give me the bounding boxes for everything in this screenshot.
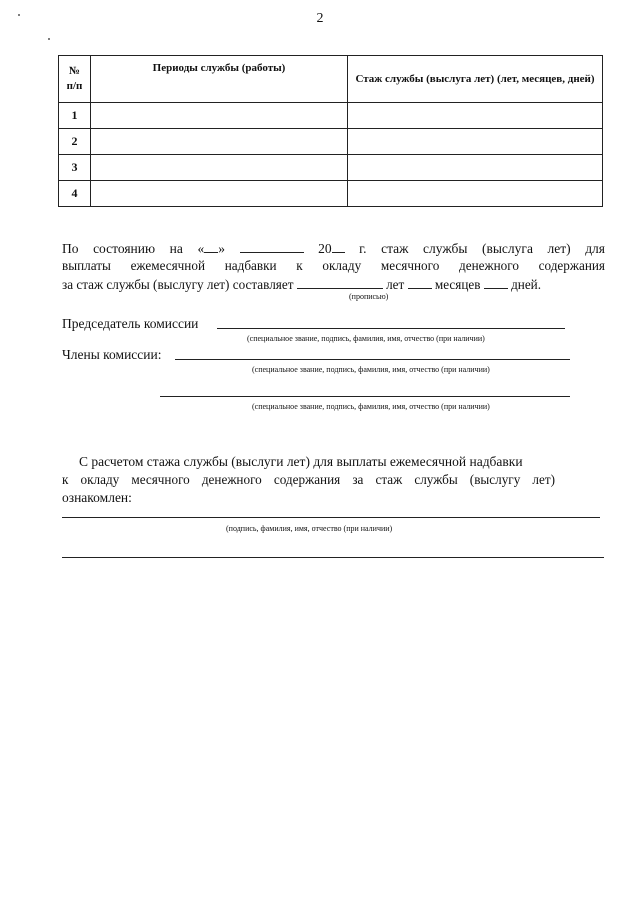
table-row xyxy=(59,155,603,181)
period-cell[interactable] xyxy=(91,103,348,129)
year-blank[interactable] xyxy=(332,240,345,253)
period-cell[interactable] xyxy=(91,155,348,181)
ack-second-line[interactable] xyxy=(62,557,604,558)
header-tenure: Стаж службы (выслуга лет) (лет, месяцев, дней) xyxy=(348,56,603,103)
in-words-hint: (прописью) xyxy=(349,292,389,301)
member-2-signature-hint: (специальное звание, подпись, фамилия, имя, отчество (при наличии) xyxy=(252,402,490,411)
word-g: г. xyxy=(359,241,367,256)
ack-signature-line[interactable] xyxy=(62,517,600,518)
word-na: на xyxy=(169,241,183,256)
word-dlya: для xyxy=(585,241,606,256)
ack-line-1: С расчетом стажа службы (выслуги лет) для выплаты ежемесячной надбавки xyxy=(79,454,523,469)
row-number: 1 xyxy=(59,103,91,129)
statement-line-3: за стаж службы (выслугу лет) составляет лет месяцев дней. xyxy=(62,277,542,292)
ack-line-2: к окладу месячного денежного содержания за стаж службы (выслугу лет) xyxy=(62,472,555,487)
scan-speck xyxy=(18,14,20,16)
word-sostoyaniyu: состоянию xyxy=(93,241,156,256)
ack-signature-hint: (подпись, фамилия, имя, отчество (при наличии) xyxy=(226,524,393,533)
member-1-signature-line[interactable] xyxy=(175,359,570,360)
scan-speck xyxy=(48,38,50,40)
word-sluzhby: службы xyxy=(423,241,468,256)
statement-line-1 xyxy=(62,240,605,257)
word-po: По xyxy=(62,241,79,256)
total-years-blank[interactable] xyxy=(297,276,383,289)
ack-line-3: ознакомлен: xyxy=(62,490,132,505)
tenure-cell[interactable] xyxy=(348,103,603,129)
period-cell[interactable] xyxy=(91,129,348,155)
page-number: 2 xyxy=(316,11,324,26)
word-vysluga: (выслуга xyxy=(481,241,533,256)
tenure-cell[interactable] xyxy=(348,155,603,181)
member-2-signature-line[interactable] xyxy=(160,396,570,397)
table-header-row xyxy=(59,56,603,103)
service-periods-table xyxy=(58,55,603,207)
table-row xyxy=(59,181,603,207)
header-periods: Периоды службы (работы) xyxy=(91,56,348,103)
row-number: 3 xyxy=(59,155,91,181)
day-blank[interactable] xyxy=(204,240,218,253)
chair-signature-hint: (специальное звание, подпись, фамилия, имя, отчество (при наличии) xyxy=(247,334,485,343)
member-1-signature-hint: (специальное звание, подпись, фамилия, имя, отчество (при наличии) xyxy=(252,365,490,374)
word-stazh: стаж xyxy=(381,241,409,256)
year-field: 20 xyxy=(318,241,345,256)
month-blank[interactable] xyxy=(240,240,304,253)
row-number: 2 xyxy=(59,129,91,155)
day-field: « » xyxy=(197,241,225,256)
members-label: Члены комиссии: xyxy=(62,347,162,362)
chair-label: Председатель комиссии xyxy=(62,316,199,331)
tenure-cell[interactable] xyxy=(348,181,603,207)
table-row xyxy=(59,129,603,155)
row-number: 4 xyxy=(59,181,91,207)
statement-line-2: выплаты ежемесячной надбавки к окладу месячного денежного содержания xyxy=(62,258,605,273)
months-blank[interactable] xyxy=(408,276,432,289)
days-blank[interactable] xyxy=(484,276,508,289)
table-row xyxy=(59,103,603,129)
period-cell[interactable] xyxy=(91,181,348,207)
chair-signature-line[interactable] xyxy=(217,328,565,329)
tenure-cell[interactable] xyxy=(348,129,603,155)
word-let: лет) xyxy=(547,241,571,256)
header-number: № п/п xyxy=(59,56,91,103)
